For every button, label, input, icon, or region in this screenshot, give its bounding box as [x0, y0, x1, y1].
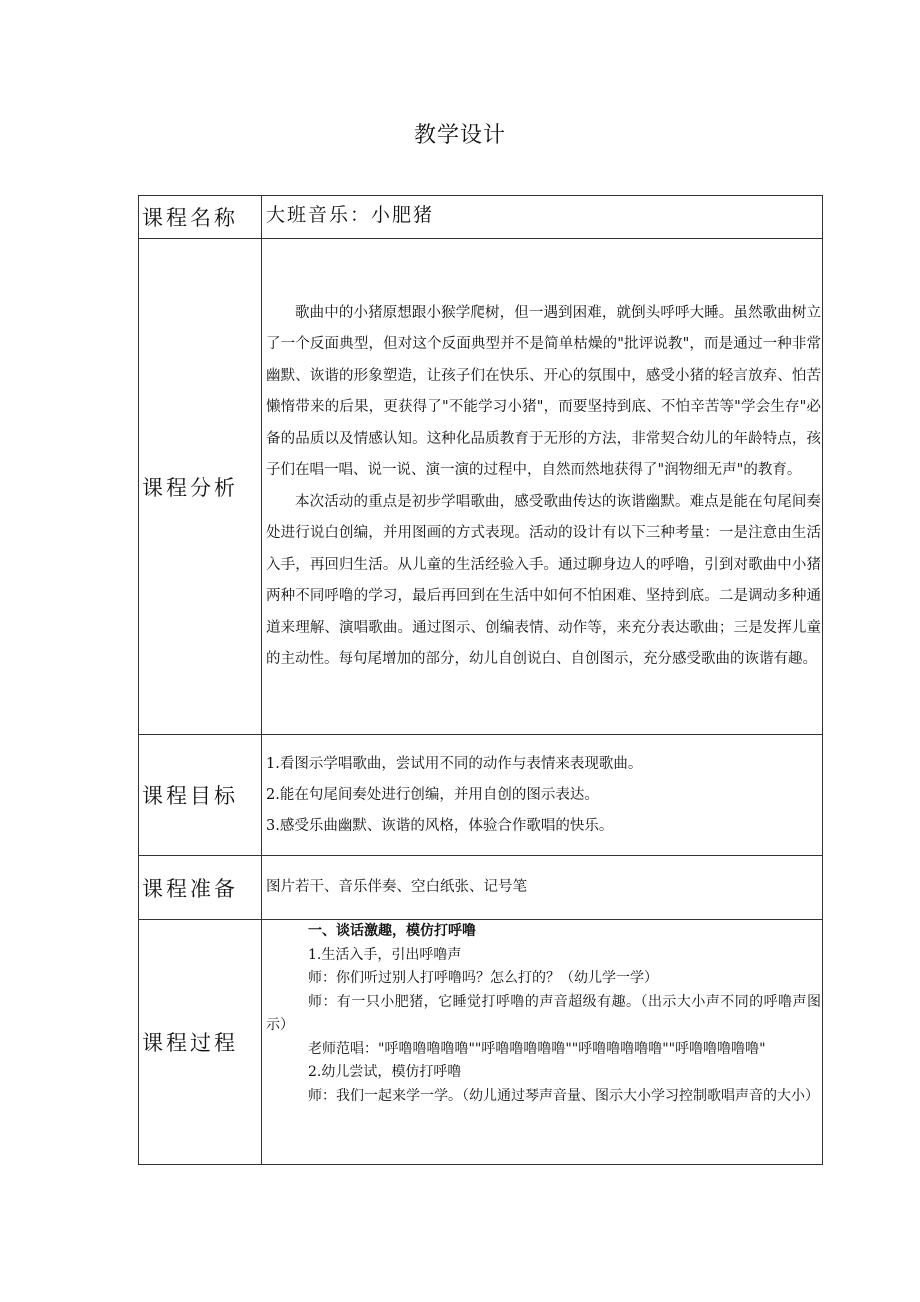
- lesson-plan-table: [138, 195, 823, 1165]
- analysis-paragraph-2: 本次活动的重点是初步学唱歌曲，感受歌曲传达的诙谐幽默。难点是能在句尾间奏处进行说白创编，并用图画的方式表现。活动的设计有以下三种考量：一是注意由生活入手，再回归生活。从儿童的生活经验入手。通过聊身边人的呼噜，引到对歌曲中小猪两种不同呼噜的学习，最后再回到在生活中如何不怕困难、坚持到底。二是调动多种通道来理解、演唱歌曲。通过图示、创编表情、动作等，来充分表达歌曲；三是发挥儿童的主动性。每句尾增加的部分，幼儿自创说白、自创图示，充分感受歌曲的诙谐有趣。: [266, 493, 821, 667]
- goal-item-2: 2.能在句尾间奏处进行创编，并用自创的图示表达。: [266, 786, 599, 803]
- process-line-6: 师：我们一起来学一学。（幼儿通过琴声音量、图示大小学习控制歌唱声音的大小）: [308, 1087, 819, 1104]
- course-process-cell: [262, 920, 823, 1165]
- goal-item-1: 1.看图示学唱歌曲，尝试用不同的动作与表情来表现歌曲。: [266, 755, 643, 772]
- course-prep-label: 课程准备: [139, 856, 262, 920]
- course-analysis-label: 课程分析: [139, 239, 262, 735]
- course-prep-value: 图片若干、音乐伴奏、空白纸张、记号笔: [266, 878, 527, 895]
- course-process-label: 课程过程: [139, 920, 262, 1165]
- process-line-1: 1.生活入手，引出呼噜声: [308, 946, 462, 963]
- course-name-row: [139, 196, 823, 239]
- document-title: 教学设计: [413, 123, 506, 148]
- course-name-value: 大班音乐：小肥猪: [266, 204, 435, 227]
- course-name-cell: [262, 196, 823, 239]
- process-line-5: 2.幼儿尝试，模仿打呼噜: [308, 1064, 462, 1080]
- analysis-paragraph-1: 歌曲中的小猪原想跟小猴学爬树，但一遇到困难，就倒头呼呼大睡。虽然歌曲树立了一个反面典型，但对这个反面典型并不是简单枯燥的"批评说教"，而是通过一种非常幽默、诙谐的形象塑造，让孩子们在快乐、开心的氛围中，感受小猪的轻言放弃、怕苦懒惰带来的后果，更获得了"不能学习小猪"，而要坚持到底、不怕辛苦等"学会生存"必备的品质以及情感认知。这种化品质教育于无形的方法，非常契合幼儿的年龄特点，孩子们在唱一唱、说一说、演一演的过程中，自然而然地获得了"润物细无声"的教育。: [266, 304, 821, 478]
- goal-item-3: 3.感受乐曲幽默、诙谐的风格，体验合作歌唱的快乐。: [266, 817, 614, 834]
- process-line-2: 师：你们听过别人打呼噜吗？怎么打的？（幼儿学一学）: [308, 970, 658, 986]
- course-goals-label: 课程目标: [139, 735, 262, 856]
- course-prep-cell: [262, 856, 823, 920]
- process-line-3: 师：有一只小肥猪，它睡觉打呼噜的声音超级有趣。（出示大小声不同的呼噜声图示）: [266, 993, 821, 1033]
- course-name-label: 课程名称: [139, 196, 262, 239]
- course-process-row: [139, 920, 823, 1165]
- process-line-4: 老师范唱："呼噜噜噜噜噜""呼噜噜噜噜噜""呼噜噜噜噜噜""呼噜噜噜噜噜": [308, 1040, 766, 1057]
- course-analysis-cell: [262, 239, 823, 735]
- course-analysis-row: [139, 239, 823, 735]
- course-goals-cell: [262, 735, 823, 856]
- course-goals-row: [139, 735, 823, 856]
- process-heading: 一、谈话激趣，模仿打呼噜: [308, 923, 476, 939]
- course-prep-row: [139, 856, 823, 920]
